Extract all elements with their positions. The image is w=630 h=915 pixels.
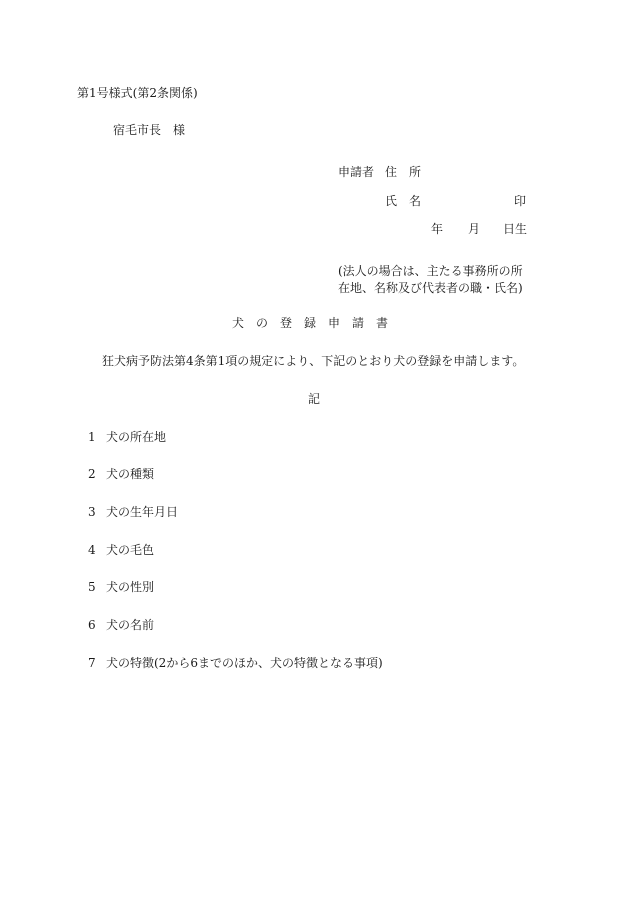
item-number: 4 (88, 543, 96, 557)
ki-heading: 記 (308, 392, 321, 406)
corporate-note-line1: (法人の場合は、主たる事務所の所 (338, 264, 523, 278)
item-number: 1 (88, 430, 96, 444)
list-item (88, 656, 383, 670)
item-label: 犬の特徴(2から6までのほか、犬の特徴となる事項) (106, 656, 383, 670)
item-label: 犬の毛色 (106, 543, 155, 557)
item-number: 3 (88, 505, 96, 519)
list-item (88, 505, 178, 519)
name-label: 氏 名 (385, 194, 422, 208)
addressee: 宿毛市長 様 (113, 123, 186, 137)
corporate-note-line2: 在地、名称及び代表者の職・氏名) (338, 281, 523, 295)
item-number: 2 (88, 467, 96, 481)
item-label: 犬の種類 (106, 467, 155, 481)
list-item (88, 430, 166, 444)
item-label: 犬の生年月日 (106, 505, 179, 519)
seal-mark: 印 (514, 194, 527, 208)
birth-year-label: 年 (431, 222, 444, 236)
form-number: 第1号様式(第2条関係) (77, 86, 198, 100)
document-title: 犬 の 登 録 申 請 書 (232, 316, 389, 330)
lead-paragraph: 狂犬病予防法第4条第1項の規定により、下記のとおり犬の登録を申請します。 (102, 354, 525, 368)
item-number: 5 (88, 580, 96, 594)
item-label: 犬の所在地 (106, 430, 167, 444)
item-label: 犬の名前 (106, 618, 155, 632)
address-label: 住 所 (385, 165, 422, 179)
item-number: 6 (88, 618, 96, 632)
list-item (88, 543, 154, 557)
item-number: 7 (88, 656, 96, 670)
list-item (88, 580, 154, 594)
applicant-label: 申請者 (338, 165, 375, 179)
list-item (88, 467, 154, 481)
list-item (88, 618, 154, 632)
birth-month-label: 月 (468, 222, 481, 236)
birth-day-label: 日生 (503, 222, 528, 236)
item-label: 犬の性別 (106, 580, 155, 594)
